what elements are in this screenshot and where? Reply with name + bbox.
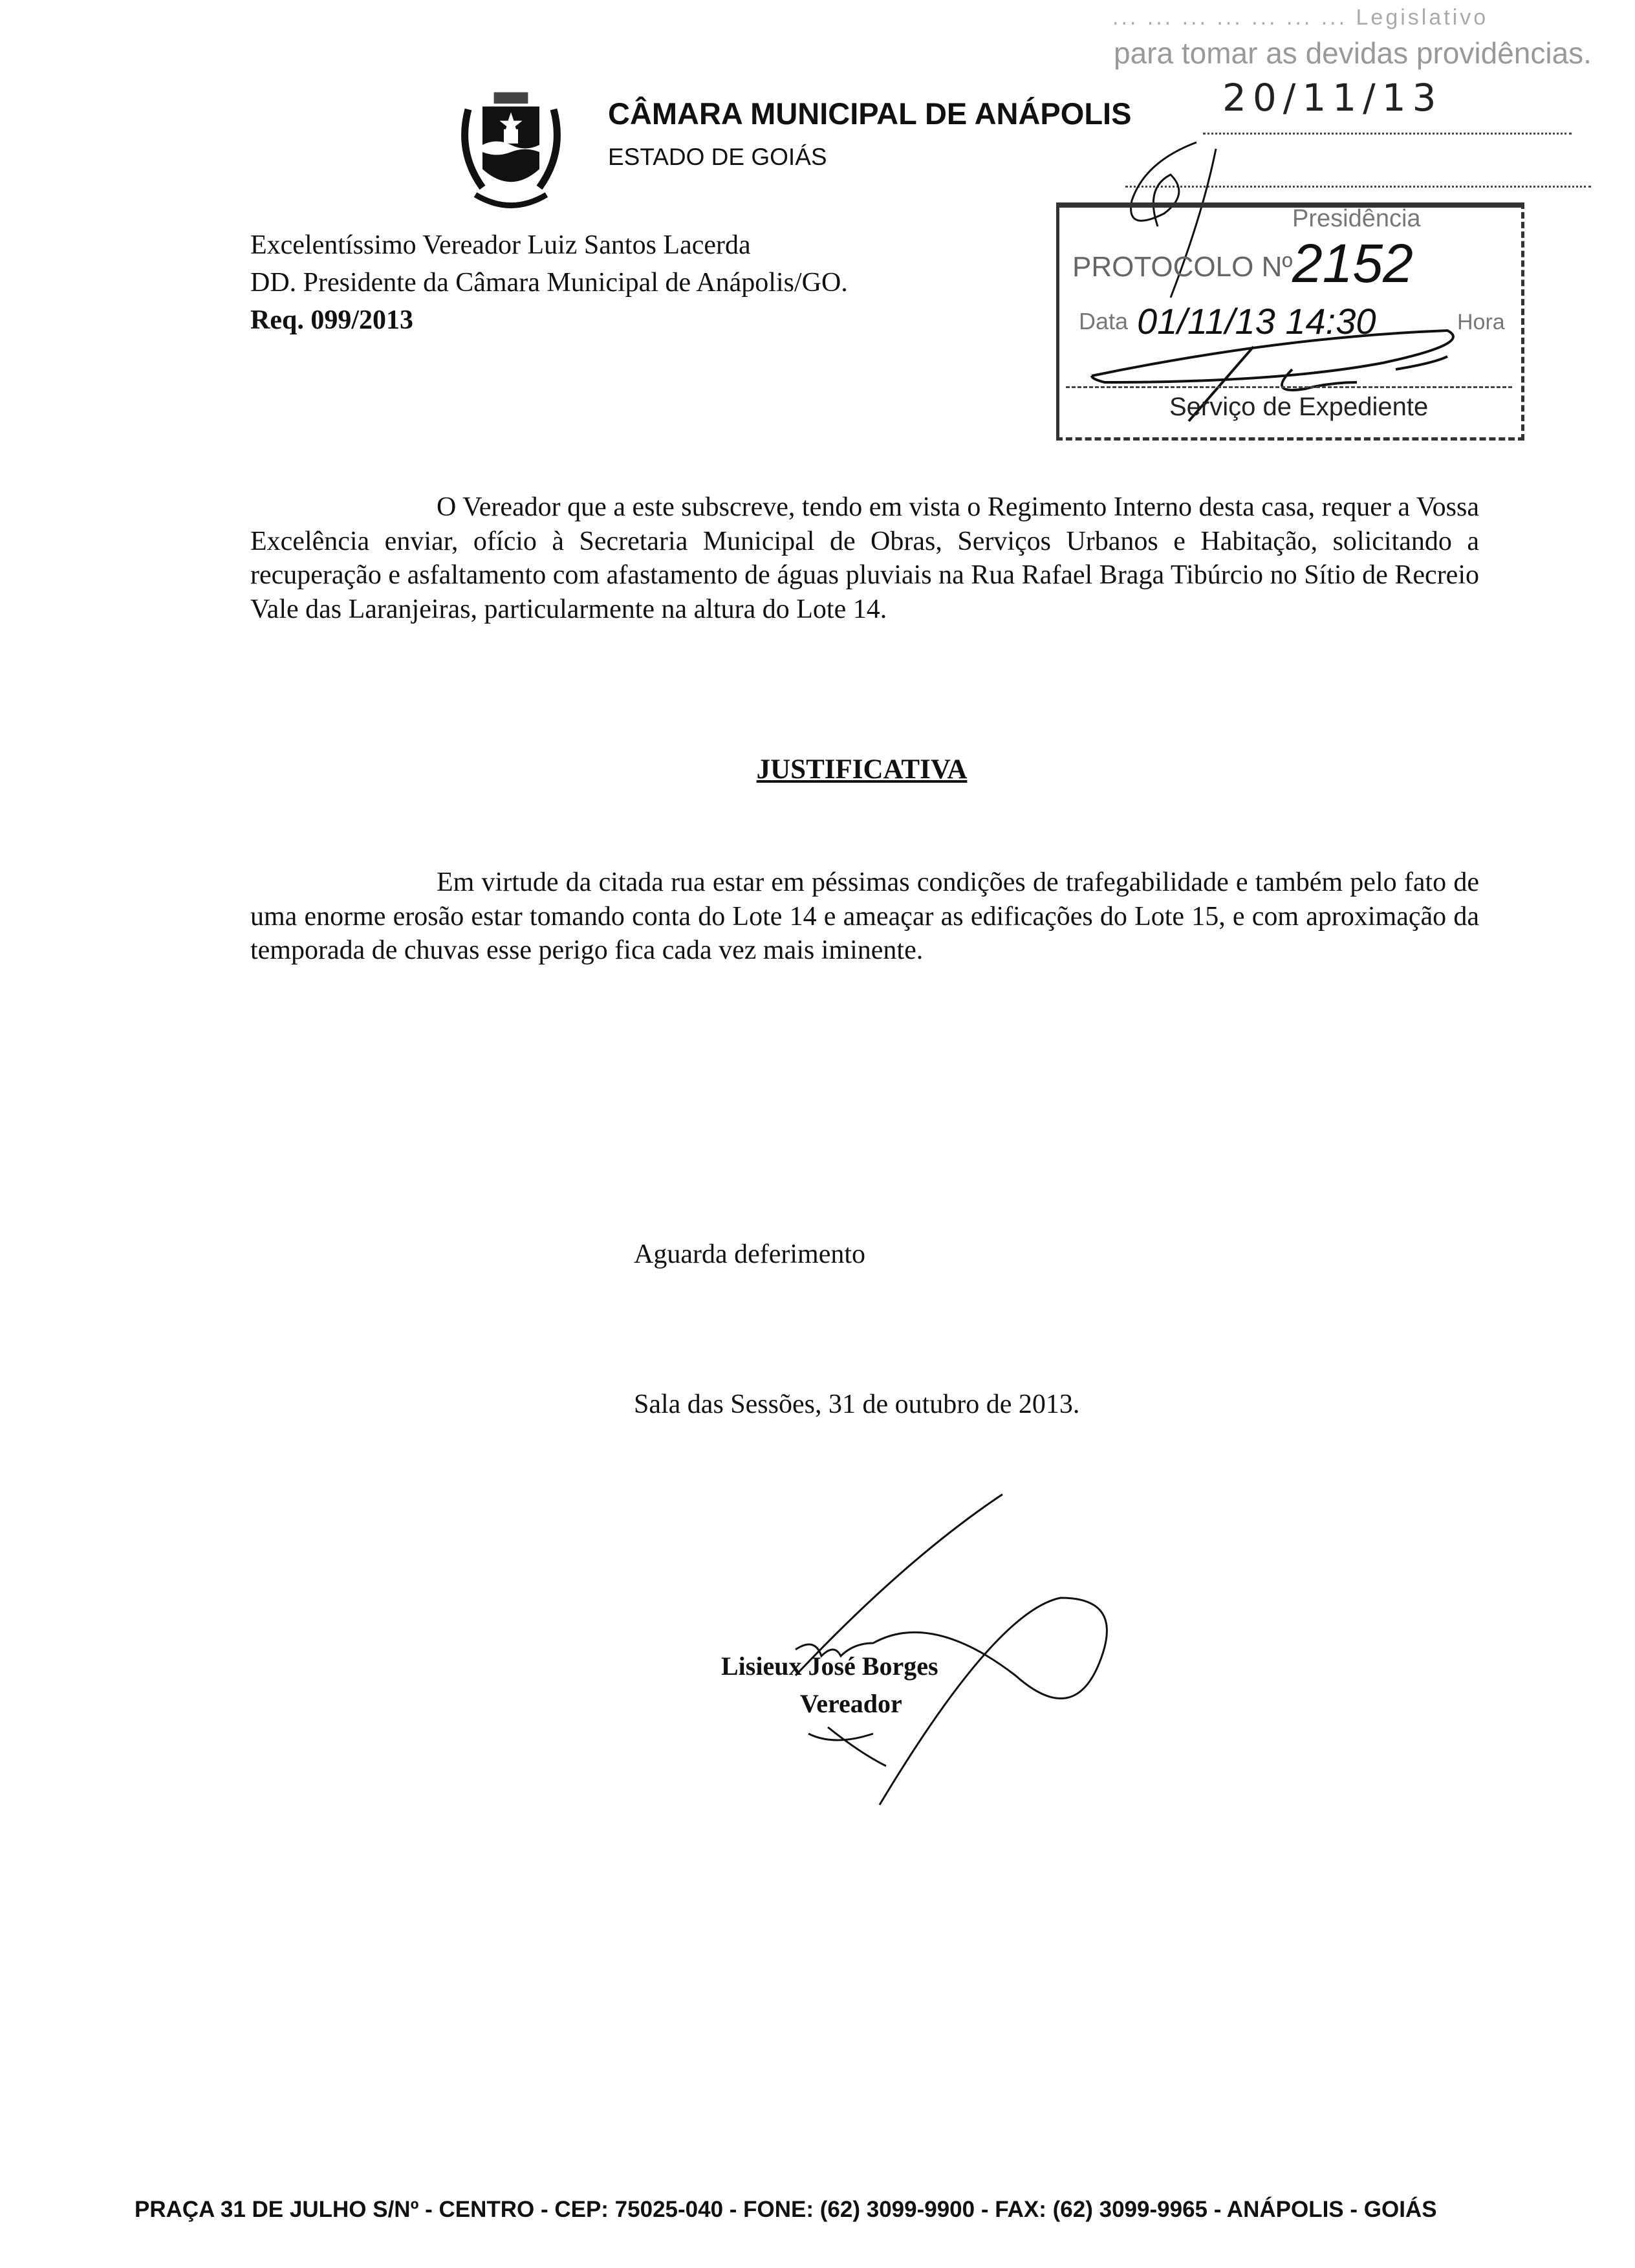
request-paragraph: O Vereador que a este subscreve, tendo em vista o Regimento Interno desta casa, requer a Vossa Excelência enviar, ofício à Secretaria Municipal de Obras, Serviços Urbanos e Habitação, solicitando a recuperação e asfaltamento com afastamento de águas pluviais na Rua Rafael Braga Tibúrcio no Sítio de Recreio Vale das Laranjeiras, particularmente na altura do Lote 14. — [250, 492, 1479, 624]
stamp-footer: Serviço de Expediente — [1169, 393, 1429, 421]
divider — [1203, 133, 1572, 135]
justification-title: JUSTIFICATIVA — [756, 754, 968, 785]
dispatch-note-line1: ... ... ... ... ... ... ... Legislativo — [1112, 5, 1489, 30]
state-name: ESTADO DE GOIÁS — [608, 144, 827, 170]
dispatch-note-line2: para tomar as devidas providências. — [1114, 36, 1592, 70]
hour-label: Hora — [1457, 310, 1505, 334]
justification-paragraph: Em virtude da citada rua estar em péssimas condições de trafegabilidade e também pelo fato de uma enorme erosão estar tomando conta do Lote 14 e ameaçar as edificações do Lote 15, e com aproximação da temporada de chuvas esse perigo fica cada vez mais iminente. — [250, 867, 1479, 965]
addressee-line1: Excelentíssimo Vereador Luiz Santos Lacerda — [250, 230, 751, 260]
addressee-line2: DD. Presidente da Câmara Municipal de Anápolis/GO. — [250, 268, 848, 298]
closing: Aguarda deferimento — [634, 1239, 866, 1269]
protocol-stamp — [1056, 202, 1524, 441]
handwritten-date: 20/11/13 — [1222, 76, 1443, 120]
place-date: Sala das Sessões, 31 de outubro de 2013. — [634, 1390, 1080, 1419]
footer-address: PRAÇA 31 DE JULHO S/Nº - CENTRO - CEP: 75025-040 - FONE: (62) 3099-9900 - FAX: (62) 3099-9965 - ANÁPOLIS - GOIÁS — [135, 2197, 1437, 2222]
stamp-header: Presidência — [1292, 205, 1421, 232]
organization-name: CÂMARA MUNICIPAL DE ANÁPOLIS — [608, 96, 1132, 131]
signatory-role: Vereador — [800, 1689, 902, 1718]
protocol-number: 2152 — [1292, 233, 1413, 294]
coat-of-arms-logo — [440, 81, 582, 223]
signatory-name: Lisieux José Borges — [721, 1652, 938, 1681]
protocol-label: PROTOCOLO Nº — [1072, 251, 1293, 283]
stamp-signature — [1085, 324, 1506, 441]
request-reference: Req. 099/2013 — [250, 305, 413, 335]
date-label: Data — [1079, 308, 1129, 334]
date-value: 01/11/13 14:30 — [1137, 301, 1376, 342]
